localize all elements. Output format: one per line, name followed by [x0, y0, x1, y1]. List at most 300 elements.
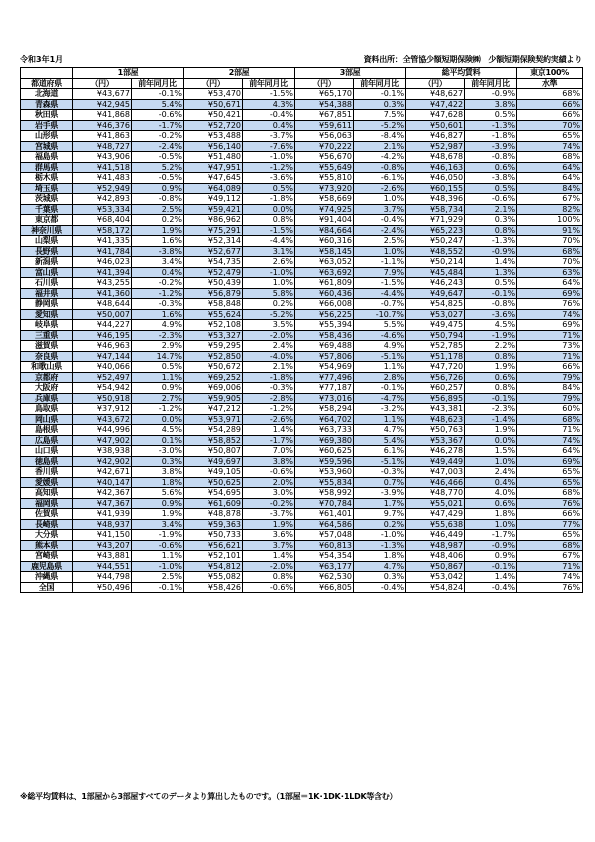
- table-row: [21, 267, 583, 278]
- rent-average-cell: ¥55,638: [406, 519, 465, 530]
- yoy-average-cell: -1.3%: [465, 120, 517, 131]
- yoy-3room-cell: 1.0%: [354, 246, 406, 257]
- source-note: 資料出所：全管協少額短期保険㈱ 少額短期保険契約実績より: [363, 55, 582, 64]
- yoy-header-1: 前年同月比: [132, 78, 184, 89]
- group-header-1room: 1部屋: [73, 68, 184, 79]
- yoy-1room-cell: 0.9%: [132, 383, 184, 394]
- prefecture-cell: 長野県: [21, 246, 73, 257]
- rent-average-cell: ¥65,223: [406, 225, 465, 236]
- rent-table: [20, 67, 583, 593]
- tokyo-index-cell: 71%: [517, 330, 583, 341]
- rent-1room-cell: ¥50,496: [73, 582, 132, 593]
- yoy-1room-cell: -0.6%: [132, 540, 184, 551]
- yoy-average-cell: 0.6%: [465, 372, 517, 383]
- yoy-2room-cell: -4.4%: [243, 236, 295, 247]
- table-row: [21, 467, 583, 478]
- yoy-1room-cell: -0.1%: [132, 89, 184, 100]
- rent-1room-cell: ¥46,376: [73, 120, 132, 131]
- table-row: [21, 152, 583, 163]
- yoy-3room-cell: 2.8%: [354, 372, 406, 383]
- yoy-average-cell: -3.6%: [465, 309, 517, 320]
- yoy-3room-cell: 2.1%: [354, 141, 406, 152]
- rent-1room-cell: ¥54,942: [73, 383, 132, 394]
- rent-average-cell: ¥47,422: [406, 99, 465, 110]
- yoy-2room-cell: -7.6%: [243, 141, 295, 152]
- yoy-2room-cell: 7.0%: [243, 446, 295, 457]
- rent-1room-cell: ¥43,207: [73, 540, 132, 551]
- yoy-2room-cell: 1.9%: [243, 519, 295, 530]
- rent-3room-cell: ¥57,806: [295, 351, 354, 362]
- rent-3room-cell: ¥58,436: [295, 330, 354, 341]
- rent-2room-cell: ¥59,421: [184, 204, 243, 215]
- yoy-average-cell: 1.9%: [465, 425, 517, 436]
- yoy-1room-cell: 3.4%: [132, 519, 184, 530]
- rent-average-cell: ¥60,257: [406, 383, 465, 394]
- yoy-1room-cell: 14.7%: [132, 351, 184, 362]
- yoy-1room-cell: 3.8%: [132, 467, 184, 478]
- rent-3room-cell: ¥55,810: [295, 173, 354, 184]
- yoy-1room-cell: 1.1%: [132, 372, 184, 383]
- tokyo-index-cell: 63%: [517, 267, 583, 278]
- table-row: [21, 89, 583, 100]
- tokyo-index-cell: 76%: [517, 582, 583, 593]
- yoy-1room-cell: -0.2%: [132, 131, 184, 142]
- tokyo-index-cell: 68%: [517, 152, 583, 163]
- rent-2room-cell: ¥56,879: [184, 288, 243, 299]
- yoy-3room-cell: -2.6%: [354, 183, 406, 194]
- yoy-2room-cell: 1.0%: [243, 278, 295, 289]
- rent-2room-cell: ¥55,082: [184, 572, 243, 583]
- yoy-3room-cell: -1.0%: [354, 530, 406, 541]
- rent-1room-cell: ¥46,023: [73, 257, 132, 268]
- tokyo-index-cell: 66%: [517, 509, 583, 520]
- rent-average-cell: ¥53,367: [406, 435, 465, 446]
- tokyo-index-cell: 100%: [517, 215, 583, 226]
- yoy-2room-cell: 0.5%: [243, 183, 295, 194]
- yoy-3room-cell: -1.3%: [354, 540, 406, 551]
- yoy-3room-cell: -3.9%: [354, 488, 406, 499]
- prefecture-cell: 全国: [21, 582, 73, 593]
- prefecture-cell: 兵庫県: [21, 393, 73, 404]
- yoy-1room-cell: 5.2%: [132, 162, 184, 173]
- yoy-1room-cell: -0.3%: [132, 299, 184, 310]
- yoy-3room-cell: 5.4%: [354, 435, 406, 446]
- rent-1room-cell: ¥40,066: [73, 362, 132, 373]
- rent-2room-cell: ¥52,479: [184, 267, 243, 278]
- table-row: [21, 540, 583, 551]
- corner-cell: [21, 68, 73, 79]
- rent-average-cell: ¥48,552: [406, 246, 465, 257]
- table-row: [21, 288, 583, 299]
- rent-average-cell: ¥50,601: [406, 120, 465, 131]
- rent-average-cell: ¥45,484: [406, 267, 465, 278]
- table-row: [21, 435, 583, 446]
- rent-3room-cell: ¥55,834: [295, 477, 354, 488]
- rent-average-cell: ¥48,770: [406, 488, 465, 499]
- group-header-tokyo: 東京100%: [517, 68, 583, 79]
- yoy-1room-cell: -2.4%: [132, 141, 184, 152]
- rent-3room-cell: ¥69,488: [295, 341, 354, 352]
- rent-3room-cell: ¥63,052: [295, 257, 354, 268]
- tokyo-index-cell: 69%: [517, 288, 583, 299]
- table-row: [21, 498, 583, 509]
- prefecture-cell: 大分県: [21, 530, 73, 541]
- rent-average-cell: ¥46,827: [406, 131, 465, 142]
- rent-1room-cell: ¥44,227: [73, 320, 132, 331]
- yoy-1room-cell: 1.9%: [132, 225, 184, 236]
- yoy-average-cell: -1.3%: [465, 236, 517, 247]
- yoy-1room-cell: 0.4%: [132, 267, 184, 278]
- rent-3room-cell: ¥59,611: [295, 120, 354, 131]
- rent-1room-cell: ¥41,335: [73, 236, 132, 247]
- rent-2room-cell: ¥50,439: [184, 278, 243, 289]
- prefecture-cell: 山形県: [21, 131, 73, 142]
- yoy-average-cell: 1.8%: [465, 509, 517, 520]
- tokyo-index-cell: 65%: [517, 467, 583, 478]
- yoy-1room-cell: 0.5%: [132, 362, 184, 373]
- yoy-average-cell: -3.8%: [465, 173, 517, 184]
- tokyo-index-cell: 77%: [517, 519, 583, 530]
- yoy-1room-cell: 1.9%: [132, 509, 184, 520]
- rent-average-cell: ¥50,867: [406, 561, 465, 572]
- rent-3room-cell: ¥66,008: [295, 299, 354, 310]
- rent-average-cell: ¥49,475: [406, 320, 465, 331]
- rent-2room-cell: ¥53,327: [184, 330, 243, 341]
- rent-average-cell: ¥56,726: [406, 372, 465, 383]
- yoy-2room-cell: -0.2%: [243, 498, 295, 509]
- rent-3room-cell: ¥56,063: [295, 131, 354, 142]
- tokyo-index-cell: 91%: [517, 225, 583, 236]
- rent-2room-cell: ¥50,807: [184, 446, 243, 457]
- rent-2room-cell: ¥49,105: [184, 467, 243, 478]
- table-row: [21, 561, 583, 572]
- rent-1room-cell: ¥41,150: [73, 530, 132, 541]
- rent-2room-cell: ¥50,421: [184, 110, 243, 121]
- prefecture-cell: 奈良県: [21, 351, 73, 362]
- tokyo-index-cell: 74%: [517, 141, 583, 152]
- yoy-2room-cell: -0.6%: [243, 467, 295, 478]
- yoy-1room-cell: 1.1%: [132, 551, 184, 562]
- rent-3room-cell: ¥59,596: [295, 456, 354, 467]
- prefecture-cell: 高知県: [21, 488, 73, 499]
- rent-3room-cell: ¥58,145: [295, 246, 354, 257]
- table-row: [21, 131, 583, 142]
- sub-header-row: [21, 78, 583, 89]
- yoy-1room-cell: 0.0%: [132, 414, 184, 425]
- rent-average-cell: ¥47,720: [406, 362, 465, 373]
- rent-1room-cell: ¥42,945: [73, 99, 132, 110]
- tokyo-index-cell: 79%: [517, 372, 583, 383]
- table-row: [21, 404, 583, 415]
- rent-average-cell: ¥47,429: [406, 509, 465, 520]
- rent-3room-cell: ¥69,380: [295, 435, 354, 446]
- table-row: [21, 341, 583, 352]
- yoy-3room-cell: 6.1%: [354, 446, 406, 457]
- rent-average-cell: ¥52,987: [406, 141, 465, 152]
- rent-3room-cell: ¥66,805: [295, 582, 354, 593]
- rent-2room-cell: ¥50,671: [184, 99, 243, 110]
- rent-3room-cell: ¥63,692: [295, 267, 354, 278]
- rent-average-cell: ¥43,381: [406, 404, 465, 415]
- table-row: [21, 446, 583, 457]
- rent-2room-cell: ¥56,140: [184, 141, 243, 152]
- top-line: [20, 54, 582, 66]
- table-row: [21, 320, 583, 331]
- tokyo-index-cell: 73%: [517, 341, 583, 352]
- yoy-header-3: 前年同月比: [354, 78, 406, 89]
- rent-1room-cell: ¥41,518: [73, 162, 132, 173]
- rent-average-cell: ¥55,021: [406, 498, 465, 509]
- yoy-2room-cell: 0.4%: [243, 120, 295, 131]
- yoy-average-cell: -1.8%: [465, 131, 517, 142]
- rent-average-cell: ¥46,278: [406, 446, 465, 457]
- yoy-average-cell: -0.1%: [465, 393, 517, 404]
- table-row: [21, 372, 583, 383]
- rent-average-cell: ¥48,396: [406, 194, 465, 205]
- rent-3room-cell: ¥55,649: [295, 162, 354, 173]
- rent-1room-cell: ¥42,671: [73, 467, 132, 478]
- yoy-3room-cell: -0.8%: [354, 162, 406, 173]
- rent-average-cell: ¥60,155: [406, 183, 465, 194]
- yoy-1room-cell: -0.5%: [132, 173, 184, 184]
- table-row: [21, 551, 583, 562]
- rent-2room-cell: ¥58,848: [184, 299, 243, 310]
- rent-2room-cell: ¥54,695: [184, 488, 243, 499]
- tokyo-index-cell: 76%: [517, 498, 583, 509]
- yoy-3room-cell: -5.1%: [354, 351, 406, 362]
- rent-average-cell: ¥47,628: [406, 110, 465, 121]
- rent-2room-cell: ¥52,720: [184, 120, 243, 131]
- rent-3room-cell: ¥60,436: [295, 288, 354, 299]
- yoy-3room-cell: -0.4%: [354, 215, 406, 226]
- yoy-2room-cell: -4.0%: [243, 351, 295, 362]
- rent-1room-cell: ¥50,918: [73, 393, 132, 404]
- yoy-3room-cell: -4.2%: [354, 152, 406, 163]
- table-row: [21, 509, 583, 520]
- tokyo-index-cell: 70%: [517, 236, 583, 247]
- yoy-2room-cell: -3.7%: [243, 131, 295, 142]
- rent-2room-cell: ¥54,735: [184, 257, 243, 268]
- group-header-row: [21, 68, 583, 79]
- yoy-average-cell: -0.9%: [465, 246, 517, 257]
- tokyo-index-cell: 64%: [517, 278, 583, 289]
- yoy-3room-cell: -4.4%: [354, 288, 406, 299]
- table-row: [21, 120, 583, 131]
- rent-2room-cell: ¥64,089: [184, 183, 243, 194]
- yoy-3room-cell: 9.7%: [354, 509, 406, 520]
- rent-average-cell: ¥48,627: [406, 89, 465, 100]
- yoy-1room-cell: -0.2%: [132, 278, 184, 289]
- yoy-header-avg: 前年同月比: [465, 78, 517, 89]
- yoy-2room-cell: 0.8%: [243, 572, 295, 583]
- rent-1room-cell: ¥37,912: [73, 404, 132, 415]
- yoy-3room-cell: -10.7%: [354, 309, 406, 320]
- prefecture-cell: 秋田県: [21, 110, 73, 121]
- yoy-2room-cell: 2.0%: [243, 477, 295, 488]
- yoy-average-cell: 1.0%: [465, 519, 517, 530]
- rent-3room-cell: ¥53,960: [295, 467, 354, 478]
- table-row: [21, 215, 583, 226]
- yoy-2room-cell: 5.8%: [243, 288, 295, 299]
- yoy-3room-cell: -1.1%: [354, 257, 406, 268]
- table-row: [21, 141, 583, 152]
- table-row: [21, 572, 583, 583]
- prefecture-cell: 神奈川県: [21, 225, 73, 236]
- yoy-2room-cell: 3.8%: [243, 456, 295, 467]
- rent-1room-cell: ¥47,902: [73, 435, 132, 446]
- yoy-1room-cell: 3.4%: [132, 257, 184, 268]
- yoy-average-cell: 2.2%: [465, 341, 517, 352]
- table-row: [21, 183, 583, 194]
- rent-3room-cell: ¥60,625: [295, 446, 354, 457]
- yoy-average-cell: -0.4%: [465, 582, 517, 593]
- yoy-average-cell: 3.8%: [465, 99, 517, 110]
- yoy-average-cell: 1.9%: [465, 362, 517, 373]
- tokyo-index-cell: 66%: [517, 99, 583, 110]
- yoy-3room-cell: 4.7%: [354, 561, 406, 572]
- yoy-average-cell: 2.1%: [465, 204, 517, 215]
- tokyo-index-cell: 68%: [517, 540, 583, 551]
- yoy-2room-cell: -0.4%: [243, 110, 295, 121]
- rent-2room-cell: ¥53,488: [184, 131, 243, 142]
- rent-1room-cell: ¥68,404: [73, 215, 132, 226]
- rent-1room-cell: ¥41,868: [73, 110, 132, 121]
- rent-average-cell: ¥48,623: [406, 414, 465, 425]
- prefecture-cell: 福岡県: [21, 498, 73, 509]
- rent-3room-cell: ¥60,813: [295, 540, 354, 551]
- table-row: [21, 309, 583, 320]
- tokyo-index-cell: 70%: [517, 120, 583, 131]
- rent-2room-cell: ¥52,677: [184, 246, 243, 257]
- tokyo-index-cell: 74%: [517, 309, 583, 320]
- prefecture-cell: 茨城県: [21, 194, 73, 205]
- prefecture-cell: 島根県: [21, 425, 73, 436]
- rent-average-cell: ¥46,050: [406, 173, 465, 184]
- yoy-3room-cell: -8.4%: [354, 131, 406, 142]
- yoy-1room-cell: -0.6%: [132, 110, 184, 121]
- rent-average-cell: ¥50,794: [406, 330, 465, 341]
- table-row: [21, 425, 583, 436]
- yoy-2room-cell: 1.4%: [243, 551, 295, 562]
- yoy-2room-cell: 0.2%: [243, 299, 295, 310]
- prefecture-cell: 大阪府: [21, 383, 73, 394]
- rent-2room-cell: ¥53,971: [184, 414, 243, 425]
- prefecture-cell: 徳島県: [21, 456, 73, 467]
- rent-average-cell: ¥46,163: [406, 162, 465, 173]
- tokyo-index-cell: 64%: [517, 446, 583, 457]
- rent-average-cell: ¥48,678: [406, 152, 465, 163]
- yoy-3room-cell: 7.5%: [354, 110, 406, 121]
- rent-1room-cell: ¥46,195: [73, 330, 132, 341]
- tokyo-index-cell: 84%: [517, 383, 583, 394]
- rent-3room-cell: ¥58,669: [295, 194, 354, 205]
- prefecture-cell: 岐阜県: [21, 320, 73, 331]
- rent-3room-cell: ¥58,992: [295, 488, 354, 499]
- rent-2room-cell: ¥49,697: [184, 456, 243, 467]
- rent-1room-cell: ¥42,367: [73, 488, 132, 499]
- tokyo-index-cell: 74%: [517, 572, 583, 583]
- rent-1room-cell: ¥41,394: [73, 267, 132, 278]
- yoy-1room-cell: 2.5%: [132, 572, 184, 583]
- footnote: ※総平均賃料は、1部屋から3部屋すべてのデータより算出したものです。（1部屋＝1K･1DK･1LDK等含む）: [20, 792, 398, 801]
- yoy-3room-cell: -0.1%: [354, 89, 406, 100]
- yoy-1room-cell: -0.5%: [132, 152, 184, 163]
- rent-3room-cell: ¥73,920: [295, 183, 354, 194]
- yoy-3room-cell: -2.4%: [354, 225, 406, 236]
- rent-2room-cell: ¥50,672: [184, 362, 243, 373]
- rent-1room-cell: ¥43,906: [73, 152, 132, 163]
- rent-average-cell: ¥53,027: [406, 309, 465, 320]
- rent-1room-cell: ¥53,334: [73, 204, 132, 215]
- yoy-2room-cell: -3.6%: [243, 173, 295, 184]
- group-header-average: 総平均賃料: [406, 68, 517, 79]
- prefecture-cell: 広島県: [21, 435, 73, 446]
- rent-average-cell: ¥48,406: [406, 551, 465, 562]
- tokyo-index-cell: 64%: [517, 162, 583, 173]
- tokyo-index-cell: 68%: [517, 414, 583, 425]
- rent-average-cell: ¥46,449: [406, 530, 465, 541]
- yoy-3room-cell: -6.1%: [354, 173, 406, 184]
- tokyo-index-cell: 67%: [517, 551, 583, 562]
- yoy-1room-cell: 2.5%: [132, 204, 184, 215]
- yen-header-3: （円）: [295, 78, 354, 89]
- prefecture-cell: 香川県: [21, 467, 73, 478]
- yoy-3room-cell: -4.6%: [354, 330, 406, 341]
- rent-average-cell: ¥49,647: [406, 288, 465, 299]
- yoy-average-cell: 0.6%: [465, 498, 517, 509]
- yoy-average-cell: -0.6%: [465, 194, 517, 205]
- yoy-average-cell: -0.8%: [465, 299, 517, 310]
- table-row: [21, 225, 583, 236]
- tokyo-index-cell: 71%: [517, 425, 583, 436]
- rent-1room-cell: ¥48,937: [73, 519, 132, 530]
- rent-average-cell: ¥50,763: [406, 425, 465, 436]
- rent-1room-cell: ¥46,963: [73, 341, 132, 352]
- yoy-average-cell: 0.5%: [465, 183, 517, 194]
- yoy-average-cell: 0.8%: [465, 383, 517, 394]
- yoy-2room-cell: -3.7%: [243, 509, 295, 520]
- prefecture-cell: 北海道: [21, 89, 73, 100]
- yoy-1room-cell: 2.9%: [132, 341, 184, 352]
- rent-2room-cell: ¥52,101: [184, 551, 243, 562]
- prefecture-cell: 福島県: [21, 152, 73, 163]
- rent-2room-cell: ¥52,108: [184, 320, 243, 331]
- yoy-1room-cell: -0.1%: [132, 582, 184, 593]
- yen-header-2: （円）: [184, 78, 243, 89]
- yen-header-avg: （円）: [406, 78, 465, 89]
- prefecture-cell: 山口県: [21, 446, 73, 457]
- rent-2room-cell: ¥48,878: [184, 509, 243, 520]
- rent-2room-cell: ¥52,314: [184, 236, 243, 247]
- tokyo-index-cell: 66%: [517, 110, 583, 121]
- tokyo-index-cell: 65%: [517, 530, 583, 541]
- yoy-2room-cell: -1.0%: [243, 267, 295, 278]
- yoy-1room-cell: 5.4%: [132, 99, 184, 110]
- prefecture-cell: 富山県: [21, 267, 73, 278]
- rent-3room-cell: ¥84,664: [295, 225, 354, 236]
- rent-2room-cell: ¥50,733: [184, 530, 243, 541]
- rent-2room-cell: ¥61,609: [184, 498, 243, 509]
- yoy-1room-cell: 0.1%: [132, 435, 184, 446]
- rent-3room-cell: ¥57,048: [295, 530, 354, 541]
- prefecture-cell: 長崎県: [21, 519, 73, 530]
- rent-2room-cell: ¥59,363: [184, 519, 243, 530]
- yoy-2room-cell: 3.0%: [243, 488, 295, 499]
- rent-2room-cell: ¥50,625: [184, 477, 243, 488]
- yoy-3room-cell: -4.7%: [354, 393, 406, 404]
- yoy-3room-cell: 0.3%: [354, 99, 406, 110]
- rent-3room-cell: ¥64,702: [295, 414, 354, 425]
